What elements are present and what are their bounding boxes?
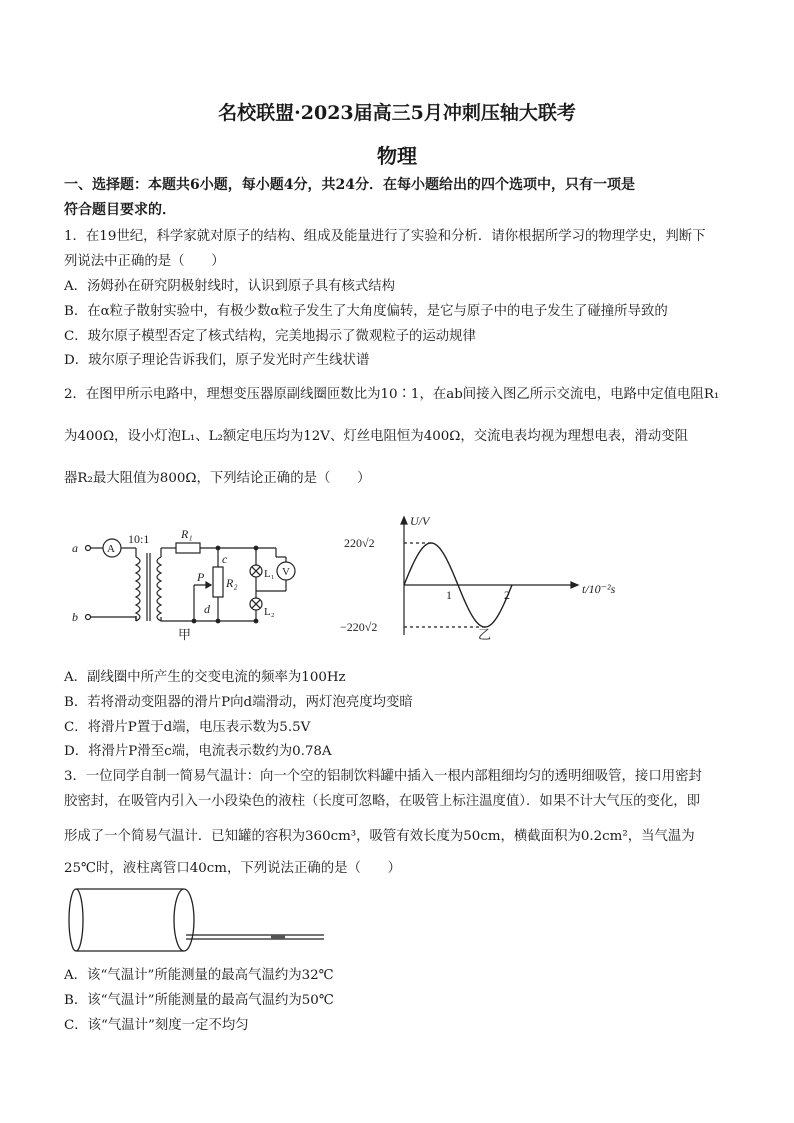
voltmeter-label: V	[282, 566, 290, 578]
p-label: P	[197, 570, 205, 584]
terminal-a-label: a	[72, 541, 78, 555]
turns-ratio-label: 10:1	[128, 532, 150, 546]
q3-stem: 3．一位同学自制一简易气温计：向一个空的铝制饮料罐中插入一根内部粗细均匀的透明细吸管，接口用密封	[64, 769, 702, 784]
q1-option-c: C．玻尔原子模型否定了核式结构，完美地揭示了微观粒子的运动规律	[64, 329, 476, 344]
q2-option-a: A．副线圈中所产生的交变电流的频率为100Hz	[64, 670, 346, 685]
q2-option-c: C．将滑片P置于d端，电压表示数为5.5V	[64, 720, 311, 735]
exam-title: 名校联盟·2023届高三5月冲刺压轴大联考	[218, 102, 576, 124]
d-label: d	[204, 602, 210, 616]
figure-yi-label: 乙	[478, 627, 492, 642]
y-max-label: 220√2	[344, 536, 375, 550]
ammeter-label: A	[107, 543, 115, 555]
r2-label: R₂	[226, 576, 238, 590]
q3-option-c: C．该“气温计”刻度一定不均匀	[64, 1018, 249, 1033]
q1-option-b: B．在α粒子散射实验中，有极少数α粒子发生了大角度偏转，是它与原子中的电子发生了碰撞所导致的	[64, 304, 668, 319]
terminal-b-label: b	[72, 610, 78, 624]
can-thermometer-figure	[66, 884, 336, 960]
x-axis-label: t/10⁻²s	[582, 582, 616, 596]
can-front-rim	[174, 889, 194, 951]
x-tick-2: 2	[504, 588, 510, 602]
y-min-label: −220√2	[340, 620, 378, 634]
q1-stem: 1．在19世纪，科学家就对原子的结构、组成及能量进行了实验和分析．请你根据所学习的物理学史，判断下	[64, 229, 706, 244]
section-heading: 一、选择题：本题共6小题，每小题4分，共24分．在每小题给出的四个选项中，只有一项是	[64, 177, 635, 193]
q2-stem-cont: 为400Ω，设小灯泡L₁、L₂额定电压均为12V、灯丝电阻恒为400Ω，交流电表均视为理想电表，滑动变阻	[64, 429, 689, 444]
r2-rheostat	[213, 567, 223, 597]
circuit-diagram	[66, 505, 336, 653]
q3-option-a: A．该“气温计”所能测量的最高气温约为32℃	[64, 968, 334, 983]
q3-stem-cont3: 25℃时，液柱离管口40cm，下列说法正确的是（ ）	[64, 861, 402, 876]
q2-option-b: B．若将滑动变阻器的滑片P向d端滑动，两灯泡亮度均变暗	[64, 695, 413, 710]
q2-stem-cont2: 器R₂最大阻值为800Ω，下列结论正确的是（ ）	[64, 471, 371, 486]
liquid-column	[271, 935, 285, 939]
q1-option-a: A．汤姆孙在研究阴极射线时，认识到原子具有核式结构	[64, 279, 396, 294]
q2-option-d: D．将滑片P滑至c端，电流表示数约为0.78A	[64, 744, 332, 759]
r1-resistor	[176, 543, 200, 553]
r1-label: R₁	[181, 527, 193, 541]
q3-option-b: B．该“气温计”所能测量的最高气温约为50℃	[64, 993, 334, 1008]
x-tick-1: 1	[446, 588, 452, 602]
q3-stem-cont2: 形成了一个简易气温计．已知罐的容积为360cm³，吸管有效长度为50cm，横截面积为0.2cm²，当气温为	[64, 829, 695, 844]
c-label: c	[222, 552, 228, 566]
q1-stem-cont: 列说法中正确的是（ ）	[64, 254, 225, 269]
figure-jia-label: 甲	[178, 627, 192, 642]
l1-label: L₁	[264, 568, 275, 580]
l2-label: L₂	[264, 606, 275, 618]
q2-stem: 2．在图甲所示电路中，理想变压器原副线圈匝数比为10∶1，在ab间接入图乙所示交流电，电路中定值电阻R₁	[64, 387, 720, 402]
q1-option-d: D．玻尔原子理论告诉我们，原子发光时产生线状谱	[64, 353, 370, 368]
y-axis-label: U/V	[410, 514, 430, 528]
can-back-rim	[69, 889, 83, 951]
q3-stem-cont: 胶密封，在吸管内引入一小段染色的液柱（长度可忽略，在吸管上标注温度值）．如果不计大气压的变化，即	[64, 794, 701, 809]
subject-title: 物理	[377, 144, 417, 168]
section-heading-cont: 符合题目要求的．	[64, 202, 176, 218]
voltage-graph	[340, 505, 620, 653]
